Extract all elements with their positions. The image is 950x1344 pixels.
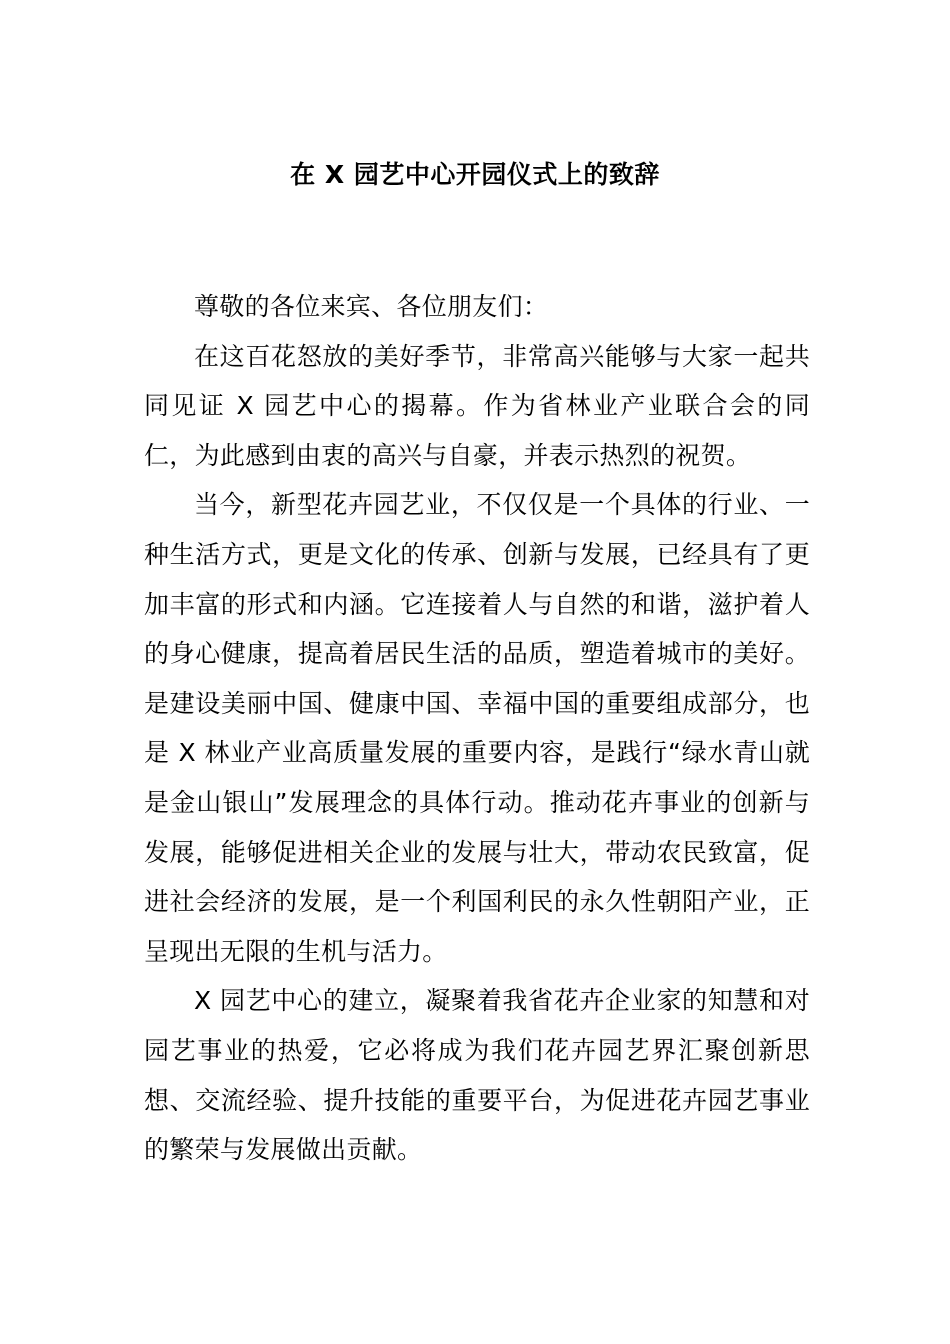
document-title: 在 X 园艺中心开园仪式上的致辞 [290,160,660,189]
salutation: 尊敬的各位来宾、各位朋友们： [194,292,549,321]
paragraph: X 园艺中心的建立，凝聚着我省花卉企业家的知慧和对园艺事业的热爱，它必将成为我们花卉园艺界汇聚创新思想、交流经验、提升技能的重要平台，为促进花卉园艺事业的繁荣与发展做出贡献。 [144,986,810,1165]
paragraph: 当今，新型花卉园艺业，不仅仅是一个具体的行业、一种生活方式，更是文化的传承、创新与发展，已经具有了更加丰富的形式和内涵。它连接着人与自然的和谐，滋护着人的身心健康，提高着居民生活的品质，塑造着城市的美好。是建设美丽中国、健康中国、幸福中国的重要组成部分，也是 X 林业产业高质量发展的重要内容，是践行“绿水青山就是金山银山”发展理念的具体行动。推动花卉事业的创新与发展，能够促进相关企业的发展与壮大，带动农民致富，促进社会经济的发展，是一个利国利民的永久性朝阳产业，正呈现出无限的生机与活力。 [144,490,810,966]
paragraph: 在这百花怒放的美好季节，非常高兴能够与大家一起共同见证 X 园艺中心的揭幕。作为省林业产业联合会的同仁，为此感到由衷的高兴与自豪，并表示热烈的祝贺。 [144,341,810,470]
document-body [144,282,810,1175]
